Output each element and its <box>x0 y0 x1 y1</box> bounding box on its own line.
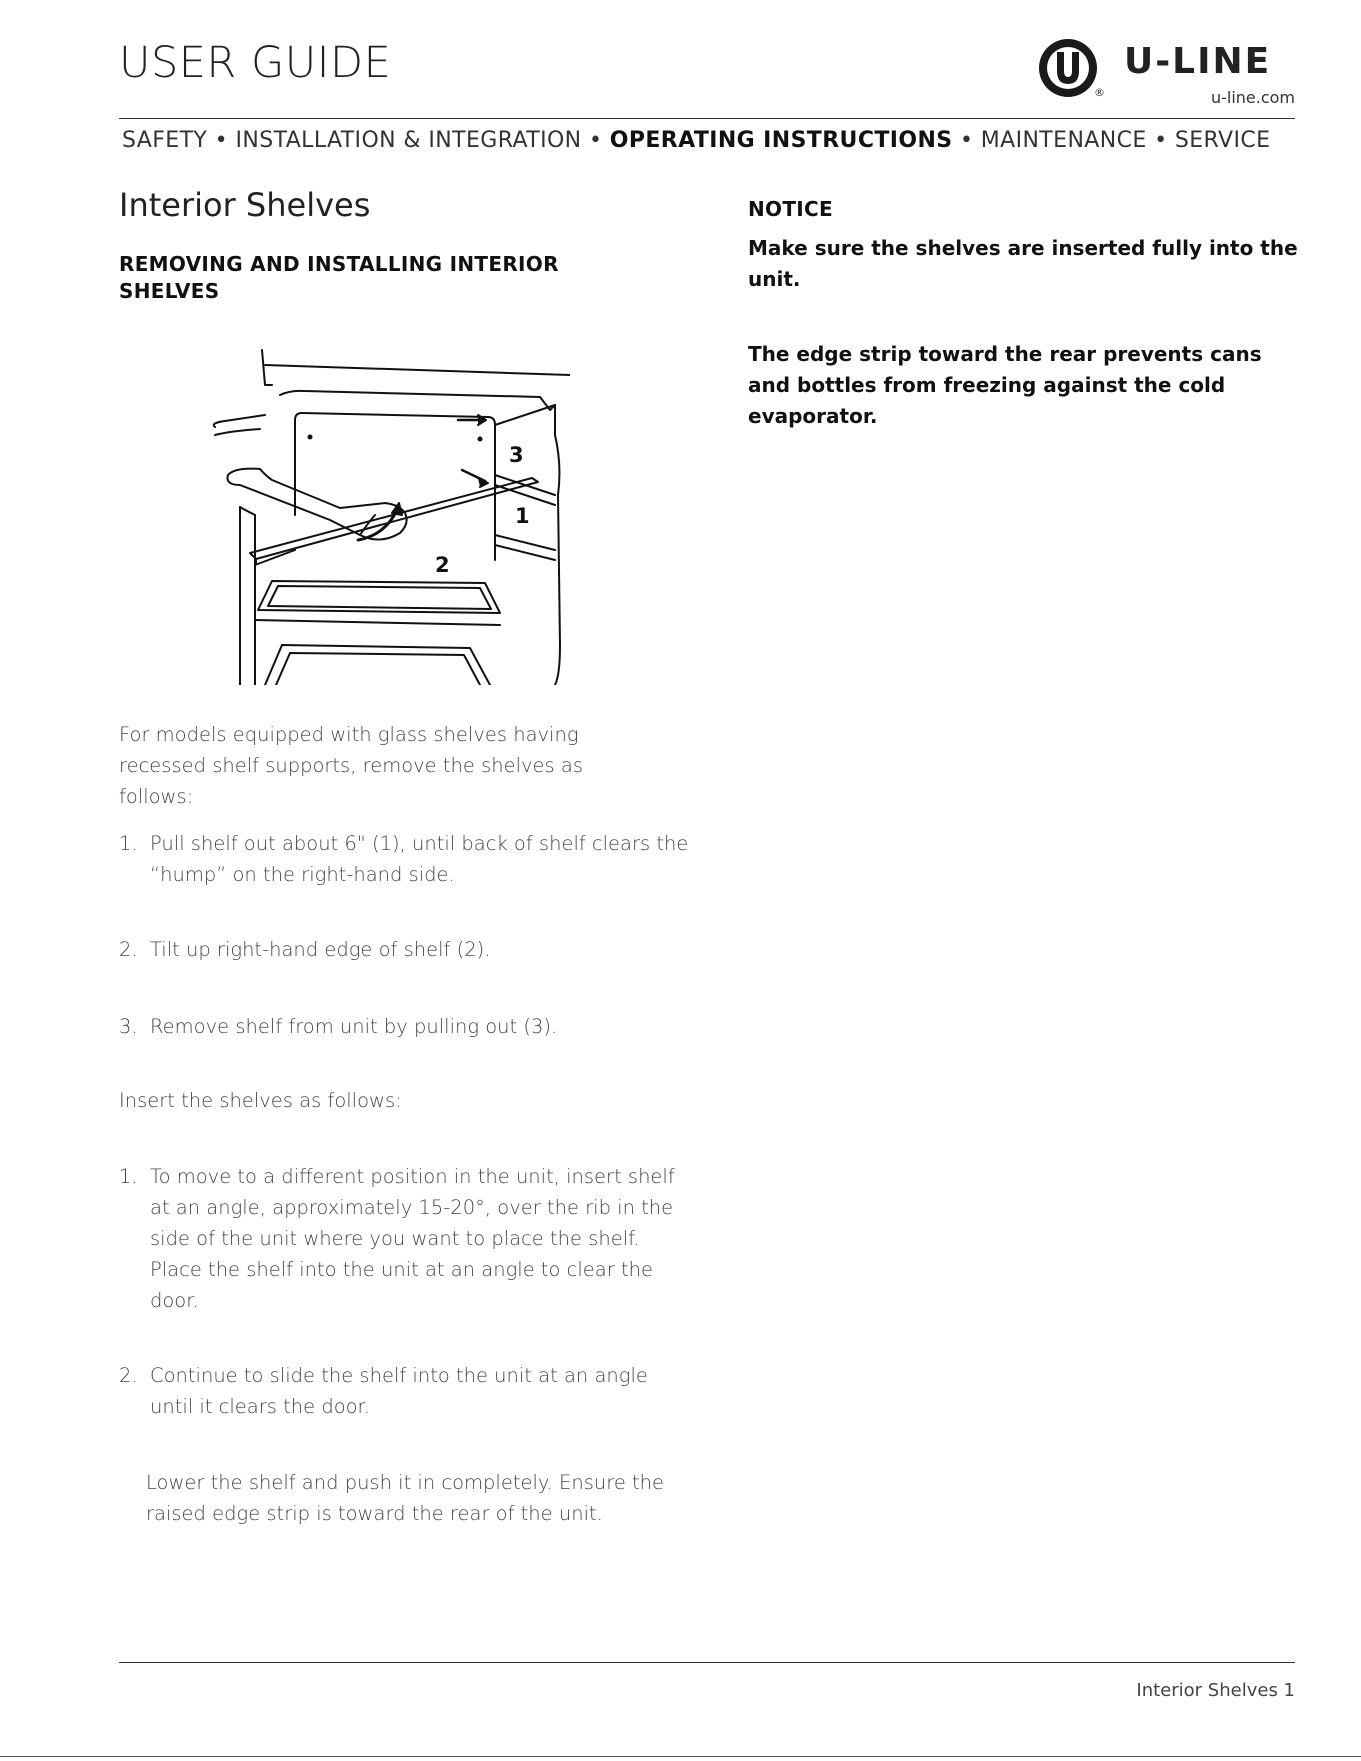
section-nav <box>122 128 1270 153</box>
footer-rule <box>119 1662 1295 1663</box>
step-number: 1. <box>119 1165 138 1188</box>
notice-heading: NOTICE <box>748 197 833 221</box>
nav-safety[interactable]: SAFETY <box>122 128 208 153</box>
removal-step <box>119 1011 679 1042</box>
step-number: 1. <box>119 832 138 855</box>
step-text: Tilt up right-hand edge of shelf (2). <box>150 938 491 961</box>
uline-logo-icon <box>1038 38 1098 98</box>
notice-line: The edge strip toward the rear prevents cans and bottles from freezing against the cold evaporator. <box>748 342 1262 428</box>
page-title: USER GUIDE <box>119 38 392 88</box>
section-title: Interior Shelves <box>119 186 371 224</box>
nav-service[interactable]: SERVICE <box>1174 128 1271 153</box>
insertion-step <box>119 1161 679 1316</box>
nav-separator: • <box>959 128 974 153</box>
step-number: 2. <box>119 1364 138 1387</box>
step-number: 3. <box>119 1015 138 1038</box>
brand-logo <box>1038 38 1295 110</box>
figure-label-1: 1 <box>515 504 530 528</box>
nav-operating-instructions[interactable]: OPERATING INSTRUCTIONS <box>609 128 953 153</box>
nav-separator: • <box>588 128 603 153</box>
insertion-step <box>119 1360 679 1422</box>
figure-label-2: 2 <box>435 553 450 577</box>
notice-line: Make sure the shelves are inserted fully into the unit. <box>748 236 1298 291</box>
nav-installation[interactable]: INSTALLATION & INTEGRATION <box>235 128 582 153</box>
logo-url: u-line.com <box>1210 88 1295 107</box>
removal-step <box>119 934 679 965</box>
step-text: To move to a different position in the unit, insert shelf at an angle, approximately 15-20°, over the rib in the side of the unit where you want to place the shelf. Place the shelf into the unit at an angle to clear the door. <box>150 1165 675 1312</box>
step-number: 2. <box>119 938 138 961</box>
removal-intro: For models equipped with glass shelves having recessed shelf supports, remove the shelves as follows: <box>119 723 584 808</box>
logo-wordmark: U-LINE <box>1124 41 1272 82</box>
nav-separator: • <box>214 128 229 153</box>
step-text: Remove shelf from unit by pulling out (3). <box>150 1015 558 1038</box>
insertion-intro: Insert the shelves as follows: <box>119 1089 402 1112</box>
figure-label-3: 3 <box>509 443 524 467</box>
step-text: Continue to slide the shelf into the unit at an angle until it clears the door. <box>150 1364 648 1418</box>
nav-maintenance[interactable]: MAINTENANCE <box>980 128 1147 153</box>
insertion-final: Lower the shelf and push it in completely. Ensure the raised edge strip is toward the rear of the unit. <box>146 1471 665 1525</box>
step-text: Pull shelf out about 6" (1), until back of shelf clears the “hump” on the right-hand side. <box>150 832 689 886</box>
removal-step <box>119 828 689 890</box>
page-bottom-rule <box>0 1756 1361 1757</box>
registered-mark: ® <box>1094 86 1105 99</box>
header-rule <box>119 118 1295 119</box>
section-subtitle: REMOVING AND INSTALLING INTERIOR SHELVES <box>119 252 559 303</box>
nav-separator: • <box>1154 128 1168 153</box>
footer-page-label: Interior Shelves 1 <box>1136 1680 1295 1701</box>
